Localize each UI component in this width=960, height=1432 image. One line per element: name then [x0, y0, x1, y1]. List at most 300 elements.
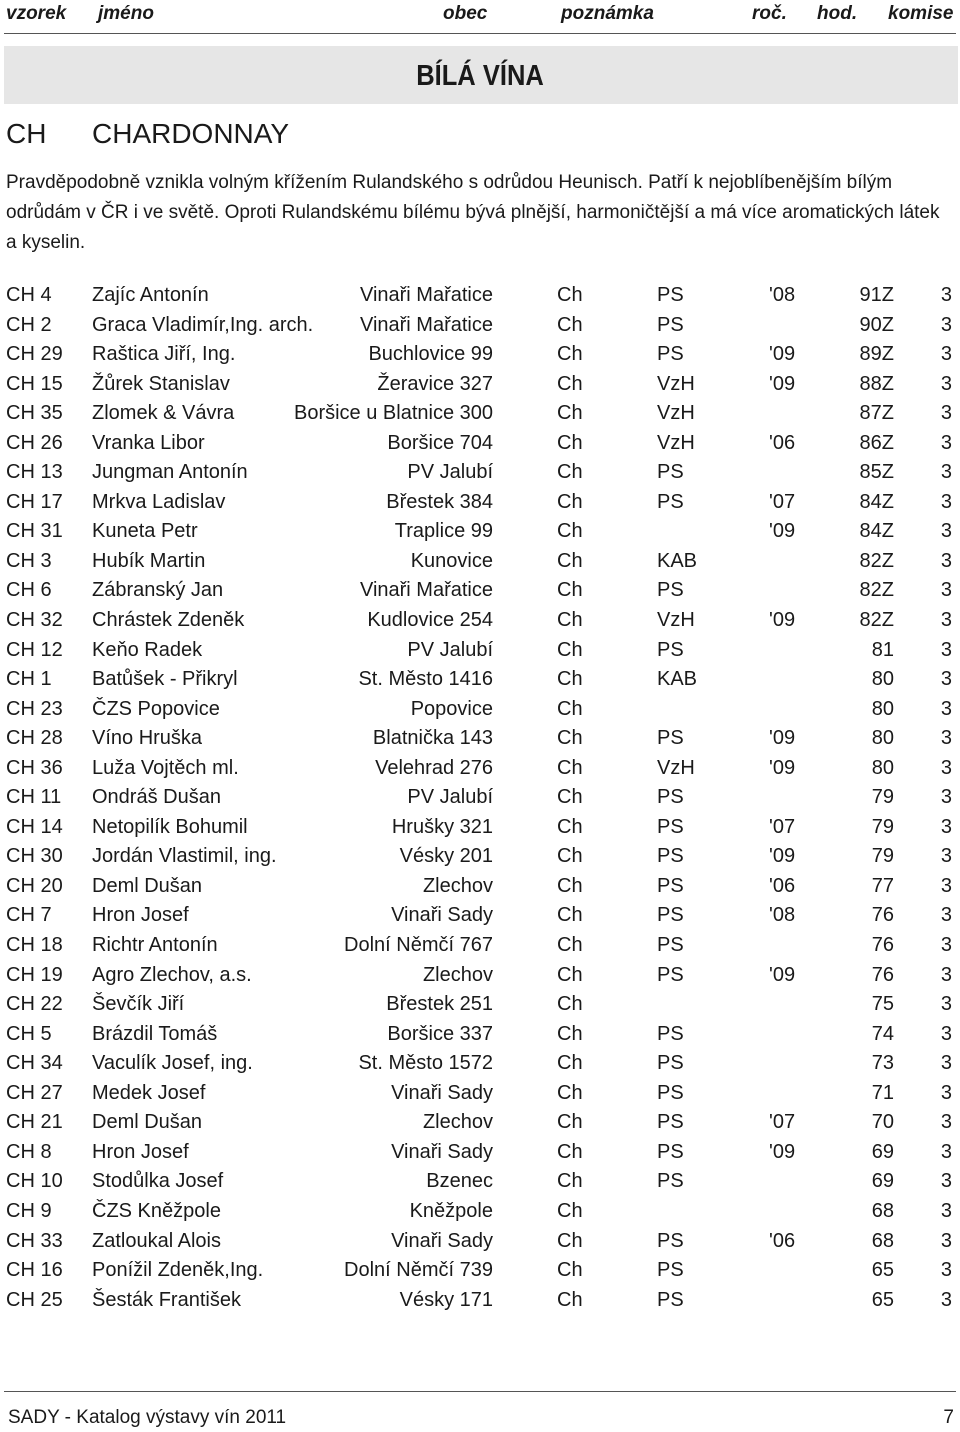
table-row	[0, 1257, 960, 1287]
entry-rating: 77	[871, 874, 894, 897]
entry-rating: 89Z	[859, 343, 894, 366]
entry-committee: 3	[940, 461, 952, 484]
table-row	[0, 459, 960, 489]
entry-town: Kunovice	[410, 549, 493, 572]
entry-code: CH 1	[6, 668, 52, 691]
entry-year: '09	[769, 756, 796, 779]
entry-name: Ondráš Dušan	[92, 786, 221, 809]
entry-code: CH 16	[6, 1259, 63, 1282]
entry-committee: 3	[940, 579, 952, 602]
entry-town: Dolní Němčí 767	[344, 934, 493, 957]
entry-year: '06	[769, 431, 796, 454]
entry-code: CH 8	[6, 1140, 52, 1163]
entry-town: Vinaři Sady	[391, 1140, 493, 1163]
entry-name: Zatloukal Alois	[92, 1229, 221, 1252]
entry-type: PS	[657, 1052, 684, 1075]
entry-note: Ch	[557, 372, 583, 395]
entry-committee: 3	[940, 845, 952, 868]
header-note: poznámka	[561, 3, 654, 24]
entry-year: '06	[769, 1229, 796, 1252]
entry-note: Ch	[557, 520, 583, 543]
table-row	[0, 784, 960, 814]
entry-type: PS	[657, 1229, 684, 1252]
entry-town: Žeravice 327	[377, 372, 493, 395]
entry-year: '08	[769, 904, 796, 927]
entry-committee: 3	[940, 934, 952, 957]
entry-type: VzH	[657, 609, 695, 632]
table-row	[0, 282, 960, 312]
entry-note: Ch	[557, 1140, 583, 1163]
entry-year: '09	[769, 343, 796, 366]
entry-rating: 79	[871, 786, 894, 809]
entry-note: Ch	[557, 697, 583, 720]
entry-committee: 3	[940, 756, 952, 779]
variety-code: CH	[6, 118, 47, 149]
entry-year: '09	[769, 963, 796, 986]
entry-type: PS	[657, 904, 684, 927]
entry-rating: 85Z	[859, 461, 894, 484]
header-sample: vzorek	[6, 3, 67, 24]
entry-committee: 3	[940, 1229, 952, 1252]
entry-rating: 76	[871, 934, 894, 957]
entry-committee: 3	[940, 1140, 952, 1163]
entry-committee: 3	[940, 1022, 952, 1045]
entry-rating: 82Z	[859, 609, 894, 632]
entry-type: PS	[657, 579, 684, 602]
entry-year: '09	[769, 372, 796, 395]
entry-name: Hron Josef	[92, 904, 189, 927]
entry-code: CH 34	[6, 1052, 63, 1075]
table-row	[0, 1021, 960, 1051]
entry-note: Ch	[557, 668, 583, 691]
entry-rating: 79	[871, 845, 894, 868]
entry-note: Ch	[557, 461, 583, 484]
entry-type: VzH	[657, 431, 695, 454]
entry-name: Stodůlka Josef	[92, 1170, 224, 1193]
entry-town: Popovice	[410, 697, 493, 720]
entry-type: VzH	[657, 402, 695, 425]
entry-type: KAB	[657, 668, 698, 691]
entry-name: Agro Zlechov, a.s.	[92, 963, 252, 986]
footer-publication: SADY - Katalog výstavy vín 2011	[8, 1407, 287, 1428]
entry-town: Kněžpole	[409, 1199, 493, 1222]
variety-description: Pravděpodobně vznikla volným křížením Rulandského s odrůdou Heunisch. Patří k nejoblíbenějším bílým odrůdám v ČR i ve světě. Oproti Rulandskému bílému bývá plnější, harmoničtější a má více aromatických látek a kyselin.	[6, 172, 940, 253]
entry-note: Ch	[557, 579, 583, 602]
entry-year: '09	[769, 845, 796, 868]
entry-rating: 80	[871, 697, 894, 720]
entry-town: St. Město 1572	[358, 1052, 493, 1075]
entry-note: Ch	[557, 1199, 583, 1222]
entry-name: Keňo Radek	[92, 638, 203, 661]
entry-name: Kuneta Petr	[92, 520, 198, 543]
entry-name: Graca Vladimír,Ing. arch.	[92, 313, 314, 336]
entry-year: '07	[769, 815, 796, 838]
entry-note: Ch	[557, 727, 583, 750]
entry-code: CH 17	[6, 490, 63, 513]
entry-rating: 70	[871, 1111, 894, 1134]
entry-name: Luža Vojtěch ml.	[92, 756, 239, 779]
entry-code: CH 9	[6, 1199, 52, 1222]
entry-note: Ch	[557, 313, 583, 336]
entry-name: Richtr Antonín	[92, 934, 218, 957]
entry-note: Ch	[557, 786, 583, 809]
table-row	[0, 932, 960, 962]
entry-name: Chrástek Zdeněk	[92, 609, 245, 632]
entry-code: CH 23	[6, 697, 63, 720]
entry-committee: 3	[940, 638, 952, 661]
table-row	[0, 607, 960, 637]
entry-rating: 91Z	[859, 284, 894, 306]
entry-rating: 65	[871, 1259, 894, 1282]
table-row	[0, 1228, 960, 1258]
entry-type: PS	[657, 1170, 684, 1193]
entry-note: Ch	[557, 284, 583, 306]
entry-type: PS	[657, 786, 684, 809]
table-row	[0, 1080, 960, 1110]
entry-committee: 3	[940, 490, 952, 513]
entry-rating: 82Z	[859, 549, 894, 572]
entry-note: Ch	[557, 549, 583, 572]
entry-code: CH 36	[6, 756, 63, 779]
entry-type: PS	[657, 934, 684, 957]
table-row	[0, 371, 960, 401]
entry-rating: 87Z	[859, 402, 894, 425]
entry-committee: 3	[940, 609, 952, 632]
entry-code: CH 21	[6, 1111, 63, 1134]
entry-name: Vranka Libor	[92, 431, 205, 454]
table-row	[0, 814, 960, 844]
entry-rating: 88Z	[859, 372, 894, 395]
table-row	[0, 400, 960, 430]
entry-code: CH 35	[6, 402, 63, 425]
table-row	[0, 548, 960, 578]
entry-rating: 69	[871, 1170, 894, 1193]
entry-type: PS	[657, 313, 684, 336]
table-row	[0, 1050, 960, 1080]
entry-rating: 79	[871, 815, 894, 838]
entry-town: Vinaři Sady	[391, 904, 493, 927]
entry-town: PV Jalubí	[407, 638, 493, 661]
entry-committee: 3	[940, 372, 952, 395]
entry-name: Hubík Martin	[92, 549, 206, 572]
entry-rating: 74	[871, 1022, 894, 1045]
entry-committee: 3	[940, 668, 952, 691]
entry-note: Ch	[557, 1288, 583, 1311]
entry-name: Deml Dušan	[92, 1111, 203, 1134]
entry-rating: 84Z	[859, 520, 894, 543]
entry-note: Ch	[557, 1022, 583, 1045]
entry-type: PS	[657, 815, 684, 838]
table-row	[0, 518, 960, 548]
entry-type: PS	[657, 1140, 684, 1163]
entry-note: Ch	[557, 343, 583, 366]
entry-name: Batůšek - Přikryl	[92, 668, 238, 691]
entry-code: CH 4	[6, 284, 52, 306]
entry-committee: 3	[940, 815, 952, 838]
entry-note: Ch	[557, 609, 583, 632]
entry-town: Blatnička 143	[372, 727, 493, 750]
page-number: 7	[943, 1407, 954, 1428]
entry-code: CH 2	[6, 313, 52, 336]
entry-committee: 3	[940, 313, 952, 336]
entry-code: CH 10	[6, 1170, 63, 1193]
entry-rating: 80	[871, 727, 894, 750]
entry-town: Vinaři Mařatice	[359, 313, 493, 336]
entry-name: Mrkva Ladislav	[92, 490, 226, 513]
entry-note: Ch	[557, 1259, 583, 1282]
entry-code: CH 22	[6, 993, 63, 1016]
entry-town: Velehrad 276	[375, 756, 493, 779]
header-name: jméno	[98, 3, 154, 24]
entry-name: Jungman Antonín	[92, 461, 248, 484]
entry-type: PS	[657, 1022, 684, 1045]
entry-rating: 82Z	[859, 579, 894, 602]
table-row	[0, 725, 960, 755]
entry-town: Břestek 384	[386, 490, 493, 513]
entry-name: Ševčík Jiří	[92, 993, 185, 1016]
entry-town: PV Jalubí	[407, 786, 493, 809]
entry-committee: 3	[940, 904, 952, 927]
entry-name: Raštica Jiří, Ing.	[92, 343, 236, 366]
table-row	[0, 341, 960, 371]
entry-town: Vinaři Sady	[391, 1229, 493, 1252]
entry-note: Ch	[557, 1111, 583, 1134]
entry-type: PS	[657, 1081, 684, 1104]
entry-code: CH 28	[6, 727, 63, 750]
entry-committee: 3	[940, 402, 952, 425]
entry-name: Zajíc Antonín	[92, 284, 209, 306]
entry-committee: 3	[940, 1170, 952, 1193]
entry-name: ČZS Popovice	[92, 697, 220, 720]
entry-town: Boršice 704	[387, 431, 493, 454]
entry-code: CH 32	[6, 609, 63, 632]
entry-committee: 3	[940, 1199, 952, 1222]
entry-town: Zlechov	[422, 963, 493, 986]
variety-heading	[0, 118, 960, 158]
entry-rating: 84Z	[859, 490, 894, 513]
entry-rating: 80	[871, 756, 894, 779]
entry-code: CH 27	[6, 1081, 63, 1104]
entry-town: Boršice 337	[387, 1022, 493, 1045]
entry-type: PS	[657, 1288, 684, 1311]
table-row	[0, 991, 960, 1021]
entry-committee: 3	[940, 549, 952, 572]
entry-name: Netopilík Bohumil	[92, 815, 248, 838]
entry-name: Žůrek Stanislav	[92, 372, 230, 395]
table-row	[0, 1139, 960, 1169]
entry-code: CH 25	[6, 1288, 63, 1311]
entry-name: Zlomek & Vávra	[92, 402, 235, 425]
entry-name: Jordán Vlastimil, ing.	[92, 845, 277, 868]
entry-committee: 3	[940, 284, 952, 306]
entry-rating: 71	[871, 1081, 894, 1104]
entry-note: Ch	[557, 1052, 583, 1075]
entry-town: Hrušky 321	[391, 815, 493, 838]
entry-code: CH 30	[6, 845, 63, 868]
header-town: obec	[443, 3, 488, 24]
table-row	[0, 312, 960, 342]
entry-name: ČZS Kněžpole	[92, 1199, 221, 1222]
entry-code: CH 19	[6, 963, 63, 986]
entry-committee: 3	[940, 786, 952, 809]
entry-committee: 3	[940, 874, 952, 897]
entry-committee: 3	[940, 697, 952, 720]
entry-name: Deml Dušan	[92, 874, 203, 897]
entry-note: Ch	[557, 490, 583, 513]
entry-rating: 86Z	[859, 431, 894, 454]
entry-town: Vinaři Sady	[391, 1081, 493, 1104]
table-row	[0, 1109, 960, 1139]
entry-name: Vaculík Josef, ing.	[92, 1052, 253, 1075]
entry-type: PS	[657, 727, 684, 750]
entry-town: Zlechov	[422, 1111, 493, 1134]
table-row	[0, 1168, 960, 1198]
entry-year: '09	[769, 727, 796, 750]
entry-code: CH 11	[6, 786, 62, 809]
entry-code: CH 15	[6, 372, 63, 395]
entry-type: PS	[657, 490, 684, 513]
entry-note: Ch	[557, 1081, 583, 1104]
entry-code: CH 33	[6, 1229, 63, 1252]
table-row	[0, 430, 960, 460]
entry-code: CH 18	[6, 934, 63, 957]
entries-table	[0, 282, 960, 1316]
entry-rating: 90Z	[859, 313, 894, 336]
section-title: BÍLÁ VÍNA	[416, 60, 544, 92]
header-year: roč.	[752, 3, 787, 24]
entry-committee: 3	[940, 993, 952, 1016]
entry-name: Šesták František	[92, 1288, 241, 1311]
entry-type: VzH	[657, 756, 695, 779]
entry-year: '06	[769, 874, 796, 897]
entry-type: PS	[657, 845, 684, 868]
entry-year: '09	[769, 609, 796, 632]
entry-rating: 75	[871, 993, 894, 1016]
entry-note: Ch	[557, 815, 583, 838]
entry-type: PS	[657, 284, 684, 306]
entry-code: CH 31	[6, 520, 63, 543]
entry-rating: 65	[871, 1288, 894, 1311]
entry-type: PS	[657, 638, 684, 661]
entry-town: Buchlovice 99	[368, 343, 493, 366]
entry-note: Ch	[557, 431, 583, 454]
entry-note: Ch	[557, 1170, 583, 1193]
table-row	[0, 755, 960, 785]
entry-committee: 3	[940, 727, 952, 750]
entry-year: '09	[769, 520, 796, 543]
entry-code: CH 3	[6, 549, 52, 572]
entry-rating: 68	[871, 1229, 894, 1252]
entry-code: CH 5	[6, 1022, 52, 1045]
entry-note: Ch	[557, 1229, 583, 1252]
entry-code: CH 26	[6, 431, 63, 454]
entry-note: Ch	[557, 934, 583, 957]
entry-year: '07	[769, 1111, 796, 1134]
entry-type: PS	[657, 1111, 684, 1134]
entry-note: Ch	[557, 638, 583, 661]
entry-note: Ch	[557, 874, 583, 897]
entry-committee: 3	[940, 1111, 952, 1134]
entry-committee: 3	[940, 1052, 952, 1075]
entry-committee: 3	[940, 1259, 952, 1282]
table-row	[0, 577, 960, 607]
variety-name: CHARDONNAY	[92, 118, 290, 149]
footer-divider	[4, 1391, 956, 1392]
entry-rating: 81	[871, 638, 894, 661]
entry-name: Zábranský Jan	[92, 579, 224, 602]
table-row	[0, 902, 960, 932]
entry-rating: 76	[871, 904, 894, 927]
entry-note: Ch	[557, 963, 583, 986]
header-divider	[4, 33, 956, 34]
entry-note: Ch	[557, 993, 583, 1016]
entry-rating: 80	[871, 668, 894, 691]
entry-type: PS	[657, 1259, 684, 1282]
entry-committee: 3	[940, 431, 952, 454]
entry-town: Vésky 171	[399, 1288, 493, 1311]
entry-committee: 3	[940, 343, 952, 366]
entry-type: PS	[657, 963, 684, 986]
entry-town: Traplice 99	[394, 520, 493, 543]
column-header	[0, 0, 960, 28]
entry-town: Zlechov	[422, 874, 493, 897]
entry-name: Brázdil Tomáš	[92, 1022, 218, 1045]
entry-rating: 76	[871, 963, 894, 986]
entry-code: CH 20	[6, 874, 63, 897]
entry-town: Kudlovice 254	[367, 609, 493, 632]
entry-code: CH 12	[6, 638, 63, 661]
entry-town: Břestek 251	[386, 993, 493, 1016]
table-row	[0, 637, 960, 667]
entry-type: PS	[657, 461, 684, 484]
entry-type: PS	[657, 874, 684, 897]
entry-code: CH 14	[6, 815, 63, 838]
entry-code: CH 29	[6, 343, 63, 366]
table-row	[0, 1287, 960, 1317]
entry-code: CH 13	[6, 461, 63, 484]
entry-town: Bzenec	[426, 1170, 493, 1193]
entry-code: CH 6	[6, 579, 52, 602]
entry-town: Dolní Němčí 739	[344, 1259, 493, 1282]
entry-type: KAB	[657, 549, 698, 572]
entry-rating: 69	[871, 1140, 894, 1163]
entry-note: Ch	[557, 756, 583, 779]
entry-year: '09	[769, 1140, 796, 1163]
entry-type: PS	[657, 343, 684, 366]
table-row	[0, 1198, 960, 1228]
table-row	[0, 873, 960, 903]
entry-name: Ponížil Zdeněk,Ing.	[92, 1259, 264, 1282]
table-row	[0, 489, 960, 519]
entry-name: Víno Hruška	[92, 727, 203, 750]
table-row	[0, 962, 960, 992]
table-row	[0, 666, 960, 696]
entry-code: CH 7	[6, 904, 52, 927]
entry-town: PV Jalubí	[407, 461, 493, 484]
entry-note: Ch	[557, 904, 583, 927]
entry-note: Ch	[557, 402, 583, 425]
entry-year: '08	[769, 284, 796, 306]
entry-name: Medek Josef	[92, 1081, 206, 1104]
entry-committee: 3	[940, 1288, 952, 1311]
entry-note: Ch	[557, 845, 583, 868]
entry-town: Boršice u Blatnice 300	[293, 402, 493, 425]
entry-town: Vinaři Mařatice	[359, 579, 493, 602]
entry-town: Vésky 201	[399, 845, 493, 868]
entry-type: VzH	[657, 372, 695, 395]
entry-rating: 68	[871, 1199, 894, 1222]
entry-town: Vinaři Mařatice	[359, 284, 493, 306]
